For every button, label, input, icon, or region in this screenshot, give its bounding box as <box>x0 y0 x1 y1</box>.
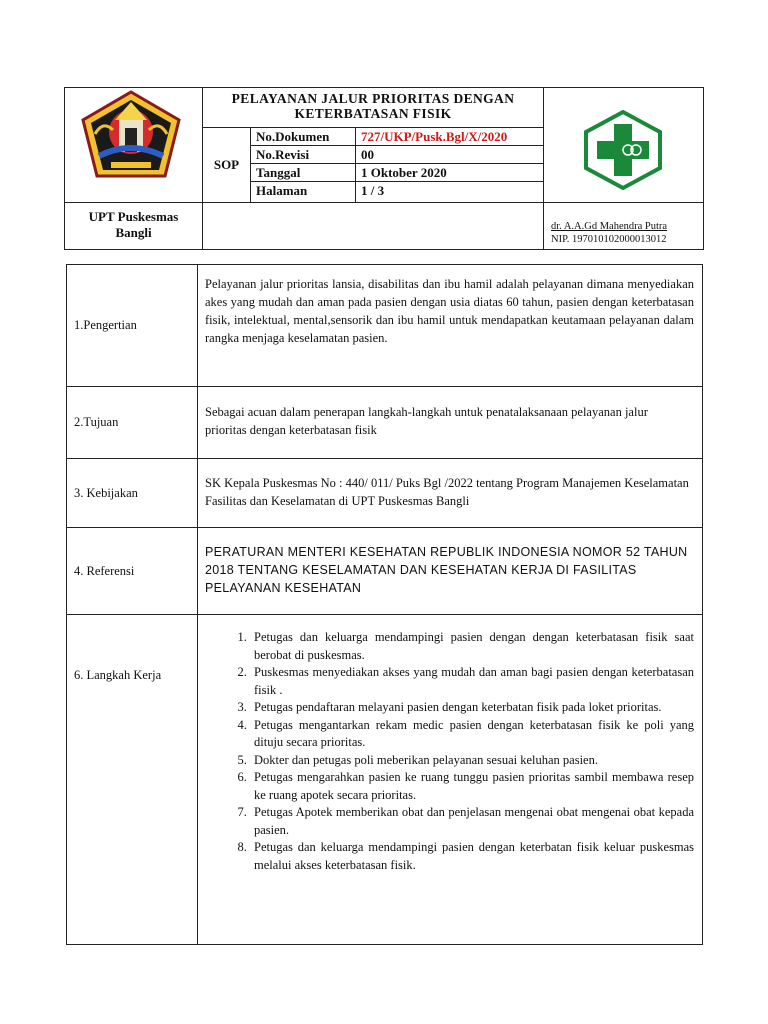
step-item: 2. Puskesmas menyediakan akses yang mudah dan aman bagi pasien dengan keterbatasan fisik . <box>250 664 694 699</box>
date-label: Tanggal <box>256 165 301 180</box>
section-label-referensi: 4. Referensi <box>74 563 135 578</box>
section-label-pengertian: 1.Pengertian <box>74 318 137 332</box>
revision-label: No.Revisi <box>256 147 310 162</box>
sop-content-table <box>66 264 703 945</box>
section-label-kebijakan: 3. Kebijakan <box>74 485 138 500</box>
institution-name: UPT Puskesmas Bangli <box>88 209 179 240</box>
page-value: 1 / 3 <box>361 183 385 198</box>
step-item: 3. Petugas pendaftaran melayani pasien dengan keterbatan fisik pada loket prioritas. <box>250 699 694 717</box>
sop-label: SOP <box>213 156 240 172</box>
puskesmas-logo <box>583 110 663 190</box>
step-item: 8. Petugas dan keluarga mendampingi pasien dengan keterbatan fisik keluar puskesmas melalui akses keterbatasan fisik. <box>250 839 694 874</box>
section-text-referensi: PERATURAN MENTERI KESEHATAN REPUBLIK INDONESIA NOMOR 52 TAHUN 2018 TENTANG KESELAMATAN DAN KESEHATAN KERJA DI FASILITAS PELAYANAN KESEHATAN <box>205 545 688 595</box>
divider <box>67 614 702 615</box>
doc-number-value: 727/UKP/Pusk.Bgl/X/2020 <box>361 129 508 144</box>
steps-list <box>198 629 702 874</box>
doc-number-label: No.Dokumen <box>256 129 330 144</box>
section-text-pengertian: Pelayanan jalur prioritas lansia, disabilitas dan ibu hamil adalah pelayanan dimana menyediakan akes yang mudah dan aman pada pasien dengan usia diatas 60 tahun, pasien dengan keterbatasan fisik, intelektual, mental,sensorik dan ibu hamil untuk mendapatkan keutamaan pelayanan dalam rangka menjaga keselamatan pasien. <box>205 277 694 345</box>
signer-name: dr. A.A.Gd Mahendra Putra <box>551 221 668 232</box>
step-item: 5. Dokter dan petugas poli meberikan pelayanan sesuai keluhan pasien. <box>250 752 694 770</box>
section-text-kebijakan: SK Kepala Puskesmas No : 440/ 011/ Puks Bgl /2022 tentang Program Manajemen Keselamatan Fasilitas dan Keselamatan di UPT Puskesmas Bangli <box>205 476 689 508</box>
signer-nip: NIP. 197010102000013012 <box>551 234 667 245</box>
section-text-tujuan: Sebagai acuan dalam penerapan langkah-langkah untuk penatalaksanaan pelayanan jalur prioritas dengan keterbatasan fisik <box>205 405 648 437</box>
steps-container <box>198 629 702 874</box>
section-label-langkah-kerja: 6. Langkah Kerja <box>74 667 162 682</box>
step-item: 4. Petugas mengantarkan rekam medic pasien dengan keterbatasan fisik ke poli yang dituju secara prioritas. <box>250 717 694 752</box>
bangli-emblem-logo <box>79 90 183 182</box>
page-label: Halaman <box>256 183 308 198</box>
step-item: 7. Petugas Apotek memberikan obat dan penjelasan mengenai obat mengenai obat kepada pasien. <box>250 804 694 839</box>
step-item: 6. Petugas mengarahkan pasien ke ruang tunggu pasien prioritas sambil membawa resep ke ruang apotek secara prioritas. <box>250 769 694 804</box>
revision-value: 00 <box>361 147 374 162</box>
sop-header-table <box>64 87 704 250</box>
date-value: 1 Oktober 2020 <box>361 165 447 180</box>
section-label-tujuan: 2.Tujuan <box>74 415 119 429</box>
divider <box>543 88 544 249</box>
step-item: 1. Petugas dan keluarga mendampingi pasien dengan dengan keterbatasan fisik saat berobat di puskesmas. <box>250 629 694 664</box>
divider <box>65 202 703 203</box>
document-title: PELAYANAN JALUR PRIORITAS DENGAN KETERBATASAN FISIK <box>231 91 515 121</box>
